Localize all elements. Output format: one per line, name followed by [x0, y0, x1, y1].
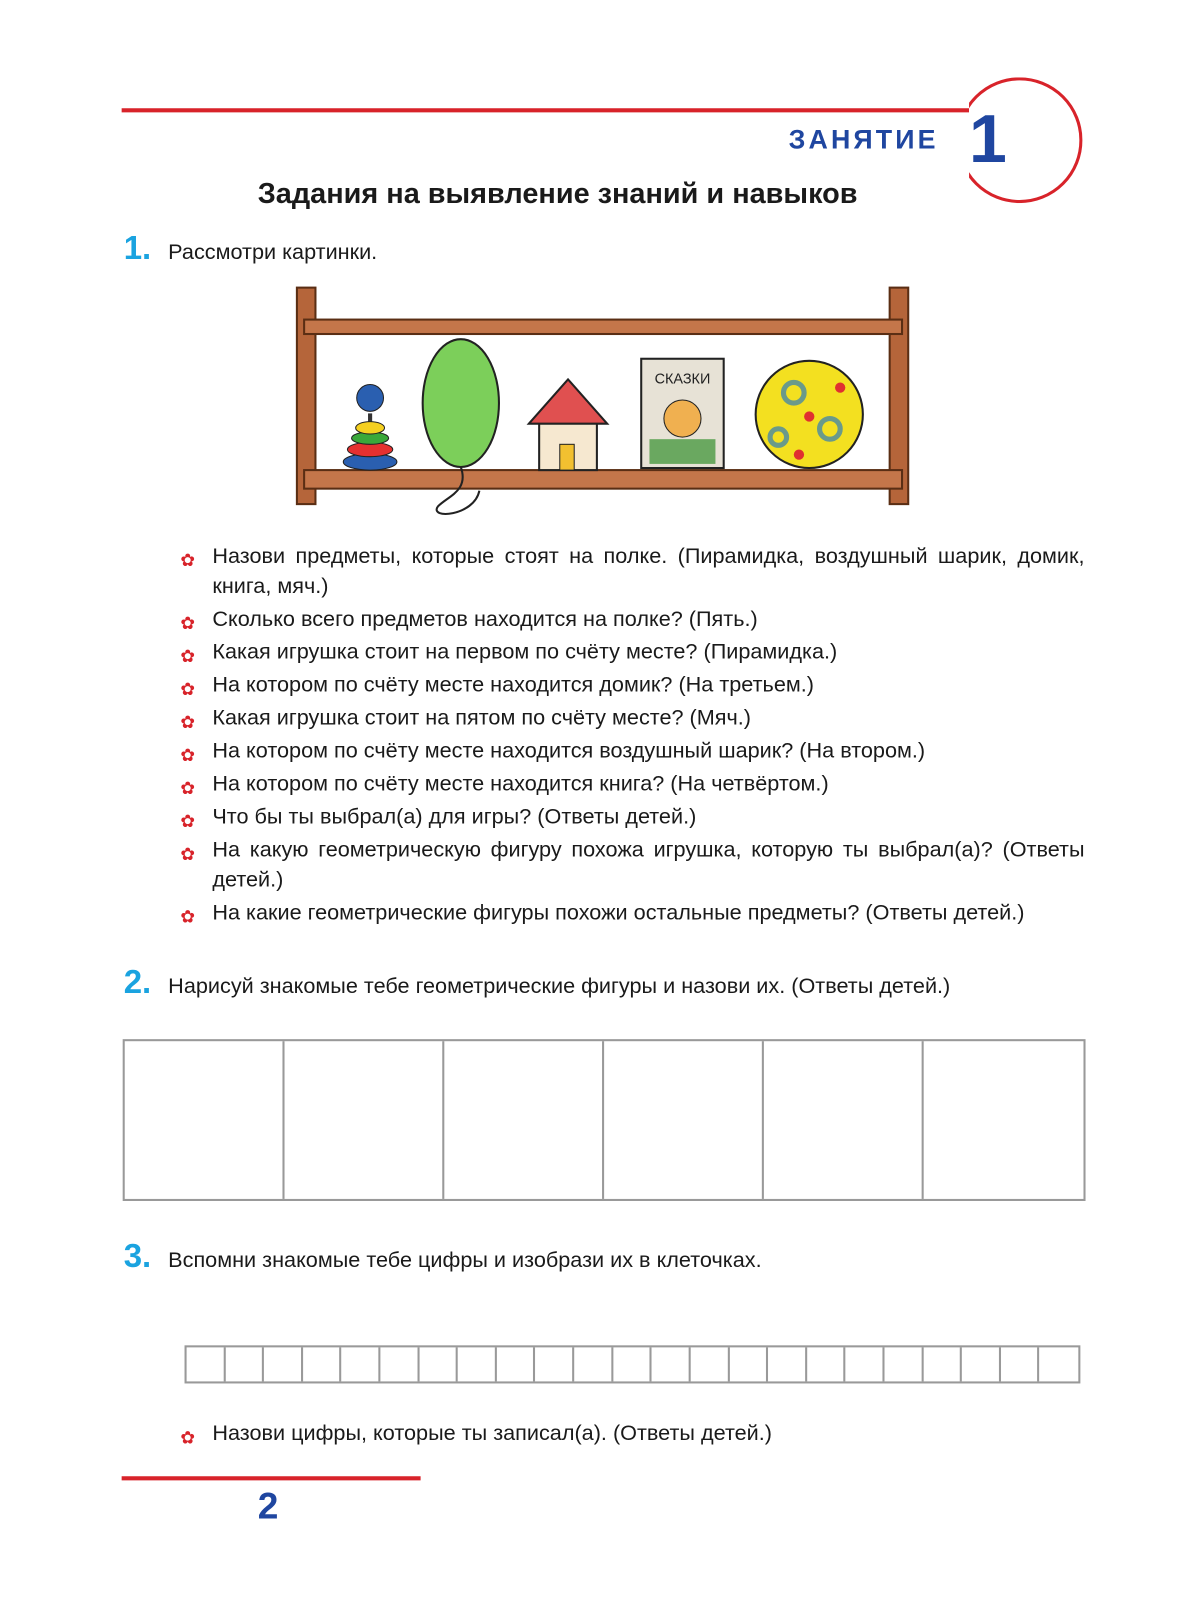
shelf-bottom-board: [304, 470, 902, 489]
digit-cell[interactable]: [846, 1347, 885, 1381]
list-item: [180, 898, 1084, 928]
list-item: [180, 802, 1084, 832]
digit-cell[interactable]: [458, 1347, 497, 1381]
flower-bullet-icon: ✿: [180, 646, 196, 666]
task-3: [124, 1237, 762, 1275]
digit-cell[interactable]: [1001, 1347, 1040, 1381]
digit-cell[interactable]: [536, 1347, 575, 1381]
ball-icon: [756, 361, 863, 468]
digit-cells: [185, 1345, 1081, 1383]
drawing-box[interactable]: [604, 1041, 764, 1199]
list-item: [180, 1419, 1084, 1449]
list-item: [180, 736, 1084, 766]
digit-cell[interactable]: [884, 1347, 923, 1381]
drawing-box[interactable]: [764, 1041, 924, 1199]
digit-cell[interactable]: [574, 1347, 613, 1381]
flower-bullet-icon: ✿: [180, 778, 196, 798]
page-title: Задания на выявление знаний и навыков: [257, 177, 858, 210]
task-text: Нарисуй знакомые тебе геометрические фигуры и назови их. (Ответы детей.): [168, 974, 951, 998]
flower-bullet-icon: ✿: [180, 1427, 196, 1448]
digit-cell[interactable]: [923, 1347, 962, 1381]
drawing-box[interactable]: [444, 1041, 604, 1199]
list-item: [180, 670, 1084, 700]
pyramid-toy-icon: [343, 385, 397, 471]
digit-cell[interactable]: [225, 1347, 264, 1381]
task-1-questions: [180, 541, 1084, 931]
question-text: На котором по счёту месте находится книга? (На четвёртом.): [212, 772, 829, 796]
flower-bullet-icon: ✿: [180, 811, 196, 831]
question-text: На котором по счёту месте находится домик? (На третьем.): [212, 673, 814, 697]
task-text: Рассмотри картинки.: [168, 240, 378, 264]
drawing-boxes: [123, 1039, 1086, 1201]
question-text: Какая игрушка стоит на пятом по счёту месте? (Мяч.): [212, 706, 752, 730]
list-item: [180, 769, 1084, 799]
flower-bullet-icon: ✿: [180, 712, 196, 732]
flower-bullet-icon: ✿: [180, 679, 196, 699]
question-text: Назови предметы, которые стоят на полке. (Пирамидка, воздушный шарик, домик, книга, мяч.): [212, 544, 1085, 598]
digit-cell[interactable]: [729, 1347, 768, 1381]
lesson-label: ЗАНЯТИЕ: [788, 123, 939, 155]
drawing-box[interactable]: [285, 1041, 445, 1199]
question-text: Назови цифры, которые ты записал(а). (Ответы детей.): [212, 1421, 772, 1446]
flower-bullet-icon: ✿: [180, 844, 196, 864]
task-2: [124, 963, 951, 1001]
header-rule: [122, 108, 969, 112]
digit-cell[interactable]: [380, 1347, 419, 1381]
drawing-box[interactable]: [125, 1041, 285, 1199]
footer-rule: [122, 1476, 421, 1480]
question-text: Какая игрушка стоит на первом по счёту месте? (Пирамидка.): [212, 640, 838, 664]
question-text: Сколько всего предметов находится на полке? (Пять.): [212, 607, 758, 631]
list-item: [180, 604, 1084, 634]
digit-cell[interactable]: [652, 1347, 691, 1381]
fairy-tale-book-icon: [641, 359, 723, 468]
digit-cell[interactable]: [342, 1347, 381, 1381]
shelf-illustration: [294, 285, 918, 524]
list-item: [180, 637, 1084, 667]
lesson-number: 1: [969, 99, 1007, 177]
list-item: [180, 835, 1084, 895]
digit-cell[interactable]: [962, 1347, 1001, 1381]
task-text: Вспомни знакомые тебе цифры и изобрази их в клеточках.: [168, 1248, 762, 1273]
task-number: 1.: [123, 228, 152, 266]
digit-cell[interactable]: [613, 1347, 652, 1381]
list-item: [180, 703, 1084, 733]
question-text: На какие геометрические фигуры похожи остальные предметы? (Ответы детей.): [212, 901, 1025, 925]
toy-house-icon: [529, 379, 607, 470]
digit-cell[interactable]: [187, 1347, 226, 1381]
task-number: 2.: [123, 962, 152, 1000]
digit-cell[interactable]: [768, 1347, 807, 1381]
book-title: СКАЗКИ: [654, 371, 711, 388]
page-number: 2: [257, 1484, 279, 1527]
question-text: Что бы ты выбрал(а) для игры? (Ответы детей.): [212, 805, 697, 829]
flower-bullet-icon: ✿: [180, 907, 196, 927]
drawing-box[interactable]: [924, 1041, 1084, 1199]
task-number: 3.: [123, 1237, 152, 1275]
task-1: [124, 229, 378, 267]
flower-bullet-icon: ✿: [180, 613, 196, 633]
digit-cell[interactable]: [497, 1347, 536, 1381]
list-item: [180, 541, 1084, 601]
question-text: На котором по счёту месте находится воздушный шарик? (На втором.): [212, 739, 926, 763]
digit-cell[interactable]: [691, 1347, 730, 1381]
flower-bullet-icon: ✿: [180, 745, 196, 765]
digit-cell[interactable]: [1040, 1347, 1079, 1381]
shelf-top-board: [304, 320, 902, 334]
task-3-questions: [180, 1419, 1084, 1452]
digit-cell[interactable]: [419, 1347, 458, 1381]
digit-cell[interactable]: [264, 1347, 303, 1381]
question-text: На какую геометрическую фигуру похожа игрушка, которую ты выбрал(а)? (Ответы детей.): [212, 838, 1085, 892]
digit-cell[interactable]: [807, 1347, 846, 1381]
digit-cell[interactable]: [303, 1347, 342, 1381]
flower-bullet-icon: ✿: [180, 550, 196, 571]
